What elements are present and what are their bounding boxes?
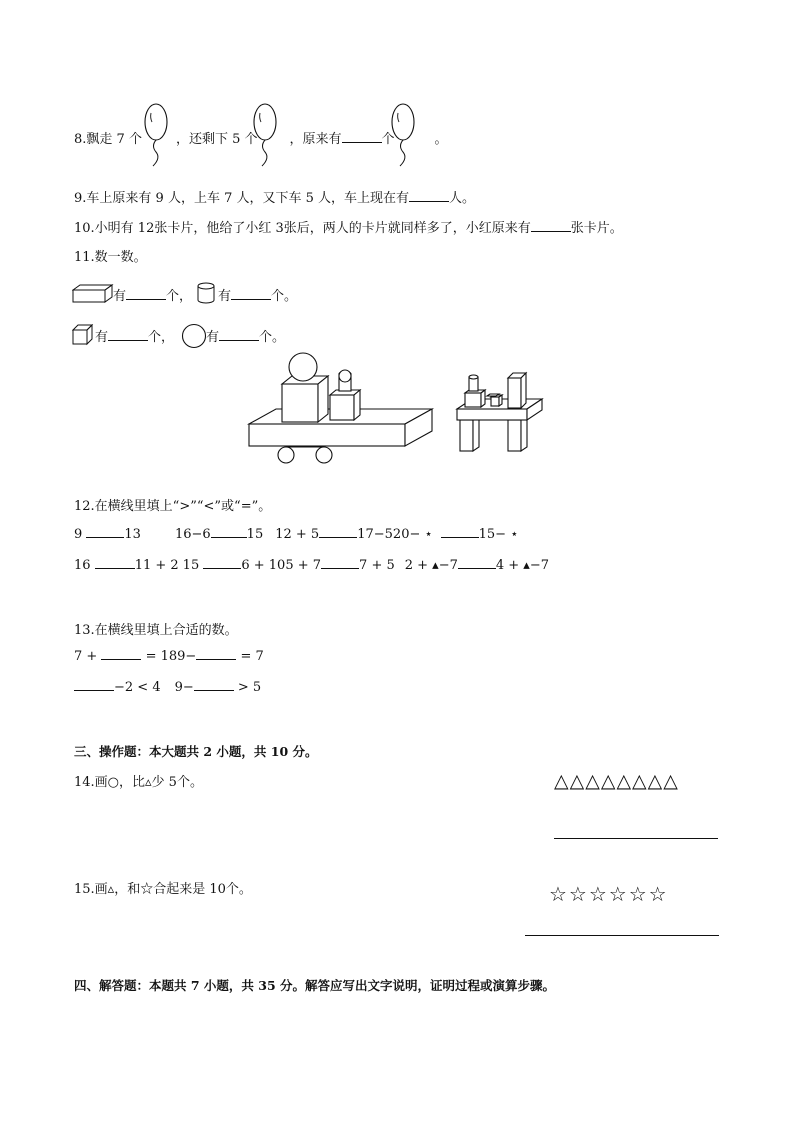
question-15: 15.画▵，和☆合起来是 10个。 <box>74 882 252 897</box>
q12-row-1 <box>74 524 518 544</box>
balloon-icon <box>389 102 419 168</box>
q11-cuboid-blank[interactable] <box>126 286 166 300</box>
q12-r2-expr3-right: 7 + 5 <box>359 558 395 573</box>
q12-r2-expr4-left: 2 + ▴−7 <box>404 558 458 573</box>
q13-r2a-right: −2 < 4 <box>114 680 161 695</box>
q12-r1-expr3-right: 17−5 <box>357 527 393 542</box>
q12-r2-blank3[interactable] <box>321 555 359 569</box>
q8-number: 8. <box>74 132 87 147</box>
q13-r1a-blank[interactable] <box>101 646 141 660</box>
block-table-figure <box>455 367 547 455</box>
block-car-figure <box>246 352 436 468</box>
q12-r2-expr2-right: 6 + 10 <box>241 558 286 573</box>
q12-r1-blank1[interactable] <box>86 524 124 538</box>
q10-answer-blank[interactable] <box>531 218 571 232</box>
q11-cube-blank[interactable] <box>108 327 148 341</box>
q11-cube-has: 有 <box>95 330 109 345</box>
cylinder-icon <box>196 282 216 304</box>
q12-r2-blank2[interactable] <box>203 555 241 569</box>
q12-r1-blank4[interactable] <box>441 524 479 538</box>
q8-part4: 个 <box>381 132 395 147</box>
q11-cube-line <box>95 327 174 347</box>
q15-stars: ☆☆☆☆☆☆ <box>549 882 669 906</box>
q12-r2-expr3-left: 5 + 7 <box>285 558 322 573</box>
q13-r2b-blank[interactable] <box>194 677 234 691</box>
q13-r1b-blank[interactable] <box>196 646 236 660</box>
q11-cylinder-line <box>218 286 297 306</box>
question-10 <box>74 218 623 238</box>
q12-r1-expr4-left: 20− ⋆ <box>392 527 433 542</box>
q14-drawing-line[interactable] <box>554 838 718 839</box>
q8-part1: 飘走 7 个 <box>86 132 142 147</box>
question-9 <box>74 188 475 208</box>
q11-sphere-line <box>206 327 285 347</box>
q12-r1-expr3-left: 12 + 5 <box>275 527 320 542</box>
q13-row-2 <box>74 677 261 697</box>
q12-r2-expr1-left: 16 <box>74 558 95 573</box>
q11-sphere-has: 有 <box>206 330 220 345</box>
q13-r2b-right: > 5 <box>233 680 262 695</box>
q12-r1-blank3[interactable] <box>319 524 357 538</box>
q11-sphere-blank[interactable] <box>219 327 259 341</box>
sphere-icon <box>181 323 207 349</box>
q12-r2-expr4-right: 4 + ▴−7 <box>495 558 549 573</box>
q12-r1-expr1-right: 13 <box>124 527 141 542</box>
q10-text: 10.小明有 12张卡片，他给了小红 3张后，两人的卡片就同样多了，小红原来有 <box>74 221 531 236</box>
q15-drawing-line[interactable] <box>525 935 719 936</box>
q11-cylinder-has: 有 <box>218 289 232 304</box>
q12-r2-expr2-left: 15 <box>182 558 204 573</box>
q12-r1-expr1-left: 9 <box>74 527 87 542</box>
q12-r1-expr2-left: 16−6 <box>174 527 211 542</box>
q9-tail: 人。 <box>449 191 476 206</box>
question-14: 14.画○，比▵少 5个。 <box>74 775 203 790</box>
q13-r1b-left: 9− <box>177 649 197 664</box>
q11-cuboid-line <box>113 286 192 306</box>
q11-cuboid-has: 有 <box>113 289 127 304</box>
question-11-title: 11.数一数。 <box>74 250 147 265</box>
balloon-icon <box>251 102 281 168</box>
q8-part2: ，还剩下 5 个 <box>175 132 258 147</box>
q9-answer-blank[interactable] <box>409 188 449 202</box>
q11-sphere-unit: 个。 <box>259 330 286 345</box>
q12-row-2 <box>74 555 549 575</box>
q13-row-1 <box>74 646 264 666</box>
q11-cylinder-blank[interactable] <box>231 286 271 300</box>
q12-r2-blank4[interactable] <box>458 555 496 569</box>
q13-r2a-blank[interactable] <box>74 677 114 691</box>
balloon-icon <box>142 102 172 168</box>
q11-cube-unit: 个， <box>148 330 175 345</box>
q11-cylinder-unit: 个。 <box>271 289 298 304</box>
question-12-title: 12.在横线里填上“>”“<”或“=”。 <box>74 499 272 514</box>
q12-r2-expr1-right: 11 + 2 <box>134 558 179 573</box>
q12-r1-expr2-right: 15 <box>246 527 264 542</box>
q13-r2b-left: 9− <box>174 680 194 695</box>
q14-triangles: △△△△△△△△ <box>554 770 679 792</box>
q10-tail: 张卡片。 <box>570 221 623 236</box>
q13-r1a-right: = 18 <box>141 649 178 664</box>
q12-r2-blank1[interactable] <box>95 555 135 569</box>
q12-r1-blank2[interactable] <box>211 524 247 538</box>
q8-part3: ，原来有 <box>289 132 342 147</box>
q8-answer-blank[interactable] <box>342 129 382 143</box>
cube-icon <box>72 324 94 346</box>
section-4-heading: 四、解答题：本题共 7 小题，共 35 分。解答应写出文字说明，证明过程或演算步骤。 <box>74 978 556 993</box>
q8-part5: 。 <box>434 132 448 147</box>
q9-text: 9.车上原来有 9 人，上车 7 人，又下车 5 人，车上现在有 <box>74 191 410 206</box>
q13-r1a-left: 7 + <box>74 649 102 664</box>
q11-cuboid-unit: 个， <box>166 289 193 304</box>
q12-r1-expr4-right: 15− ⋆ <box>478 527 519 542</box>
question-13-title: 13.在横线里填上合适的数。 <box>74 623 238 638</box>
q13-r1b-right: = 7 <box>236 649 264 664</box>
section-3-heading: 三、操作题：本大题共 2 小题，共 10 分。 <box>74 744 318 759</box>
cuboid-icon <box>72 284 114 304</box>
